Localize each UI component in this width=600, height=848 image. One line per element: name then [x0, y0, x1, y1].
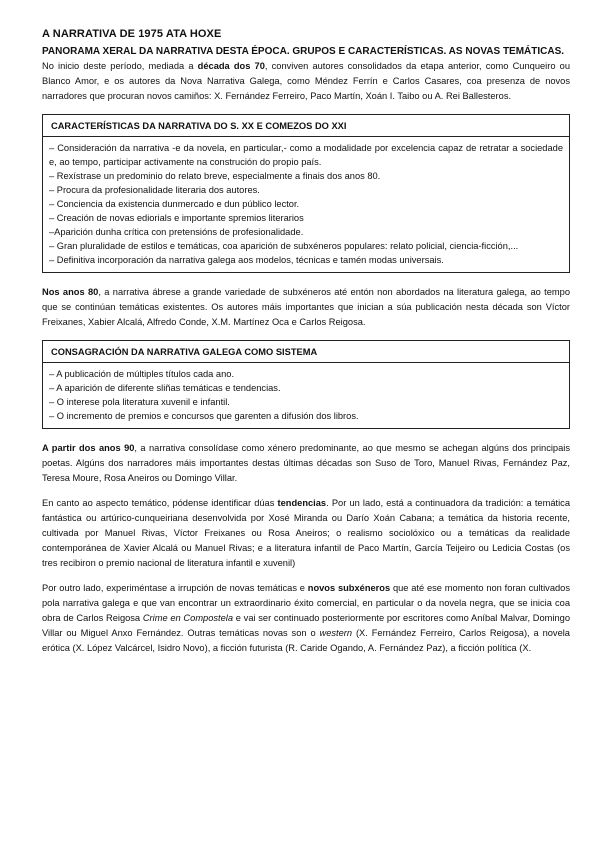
list-item: – O incremento de premios e concursos que garenten a difusión dos libros.	[49, 411, 359, 421]
intro-text-1: No inicio deste período, mediada a	[42, 61, 198, 71]
intro-paragraph	[42, 59, 570, 104]
eighties-text: , a narrativa ábrese a grande variedade de subxéneros até entón non abordados na literatura galega, ao tempo que se continúan temáticas existentes. Os autores máis importantes que inician a súa publicación nesta década son Víctor Freixanes, Xabier Alcalá, Alfredo Conde, X.M. Martínez Oca e Carlos Reigosa.	[42, 287, 570, 327]
new-text-3: e vai ser continuado posteriormente por escritores como Aníbal Malvar, Domingo Villar ou Miguel Anxo Fernández. Outras temáticas novas son o	[42, 613, 571, 638]
nineties-highlight: A partir dos anos 90	[42, 443, 135, 453]
western-italic: western	[319, 628, 353, 638]
tendencies-text-1: En canto ao aspecto temático, pódense identificar dúas	[42, 498, 278, 508]
eighties-paragraph	[42, 285, 570, 330]
new-highlight: novos subxéneros	[307, 583, 391, 593]
characteristics-box	[42, 114, 570, 273]
consecration-box	[42, 340, 570, 429]
list-item: – Rexístrase un predominio do relato breve, especialmente a finais dos anos 80.	[49, 171, 381, 181]
list-item: – Procura da profesionalidade literaria dos autores.	[49, 185, 260, 195]
consecration-box-header: CONSAGRACIÓN DA NARRATIVA GALEGA COMO SISTEMA	[43, 341, 569, 363]
list-item: – Consideración da narrativa -e da novela, en particular,- como a modalidade por excelencia capaz de retratar a sociedade e, ao tempo, participar activamente na construción do propio país.	[49, 143, 563, 167]
list-item: – Definitiva incorporación da narrativa galega aos modelos, técnicas e tamén modas universais.	[49, 255, 444, 265]
list-item: – A publicación de múltiples títulos cada ano.	[49, 369, 235, 379]
intro-highlight: década dos 70	[197, 61, 265, 71]
page-title: A NARRATIVA DE 1975 ATA HOXE	[42, 28, 222, 40]
list-item: – Creación de novas ediorials e importante spremios literarios	[49, 213, 304, 223]
characteristics-box-header: CARACTERÍSTICAS DA NARRATIVA DO S. XX E COMEZOS DO XXI	[43, 115, 569, 137]
book-title-italic: Crime en Compostela	[142, 613, 234, 623]
section-subtitle: PANORAMA XERAL DA NARRATIVA DESTA ÉPOCA. GRUPOS E CARACTERÍSTICAS. AS NOVAS TEMÁTICAS.	[42, 46, 565, 57]
consecration-list	[43, 363, 569, 428]
list-item: – A aparición de diferente sliñas temáticas e tendencias.	[49, 383, 281, 393]
new-subgenres-paragraph	[42, 581, 570, 656]
document-page	[42, 28, 570, 656]
tendencies-highlight: tendencias	[277, 498, 327, 508]
characteristics-list	[43, 137, 569, 272]
list-item: –Aparición dunha crítica con pretensións de profesionalidade.	[49, 227, 304, 237]
new-text-4: (X. Fernández Ferreiro, Carlos Reigosa), a novela erótica (X. López Valcárcel, Isidro Novo), a ficción futurista (R. Caride Ogando, A. Fernández Paz), a ficción política (X.	[42, 628, 570, 653]
intro-text-2: , conviven autores consolidados da etapa anterior, como Cunqueiro ou Blanco Amor, e os autores da Nova Narrativa Galega, como Méndez Ferrín e Carlos Casares, coa presenza de novos narradores que procuran novos camiños: X. Fernández Ferreiro, Paco Martín, Xoán I. Taibo ou A. Rei Ballesteros.	[42, 61, 570, 101]
list-item: – Conciencia da existencia dunmercado e dun público lector.	[49, 199, 300, 209]
tendencies-text-2: . Por un lado, está a continuadora da tradición: a temática fantástica ou artúrico-cunqueiriana desenvolvida por Xosé Miranda ou Darío Xoán Cabana; a temática da historia recente, cultivada por Manuel Rivas, Víctor Freixanes ou Rosa Aneiros; o realismo sociolóxico ou a temáticas da realidade contemporánea de Xavier Alcalá ou Manuel Rivas; e a literatura infantil de Paco Martín, García Teijeiro ou Ledicia Costas (os tres recibiron o premio nacional de literatura infantil e xuvenil)	[42, 498, 570, 568]
list-item: – O interese pola literatura xuvenil e infantil.	[49, 397, 230, 407]
tendencies-paragraph	[42, 496, 570, 571]
nineties-paragraph	[42, 441, 570, 486]
eighties-highlight: Nos anos 80	[42, 287, 99, 297]
new-text-2: que até ese momento non foran cultivados pola narrativa galega e que van encontrar un extraordinario éxito comercial, en particular o da novela negra, que se inicia coa obra de Carlos Reigosa	[42, 583, 570, 623]
list-item: – Gran pluralidade de estilos e temáticas, coa aparición de subxéneros populares: relato policial, ciencia-ficción,...	[49, 241, 519, 251]
new-text-1: Por outro lado, experiméntase a irrupción de novas temáticas e	[42, 583, 308, 593]
nineties-text: , a narrativa consolídase como xénero predominante, ao que mesmo se achegan algúns dos principais poetas. Algúns dos narradores máis importantes destas últimas décadas son Suso de Toro, Manuel Rivas, Fernández Paz, Teresa Moure, Rosa Aneiros ou Domingo Villar.	[42, 443, 570, 483]
